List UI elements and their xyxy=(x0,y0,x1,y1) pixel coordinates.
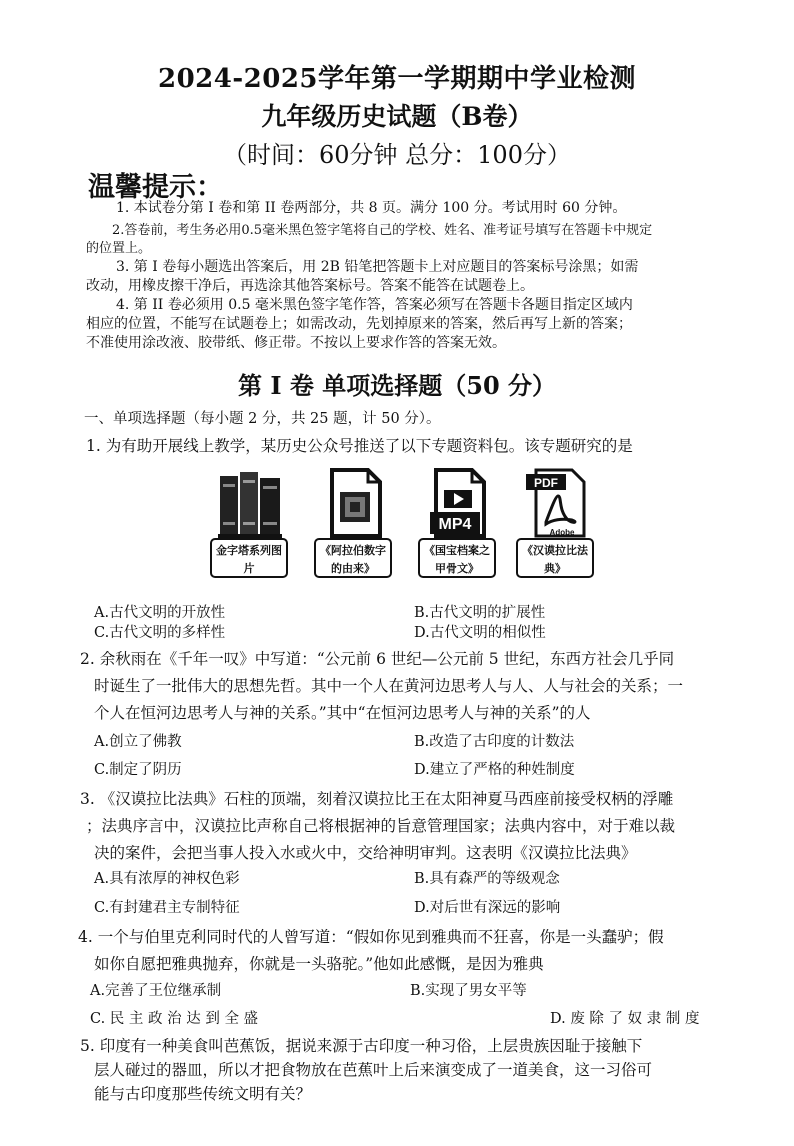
notice-line: 的位置上。 xyxy=(86,241,152,256)
resource-pack-figure xyxy=(210,466,598,582)
q3-option-a[interactable]: A.具有浓厚的神权色彩 xyxy=(94,871,240,887)
section-instruction: 一、单项选择题（每小题 2 分，共 25 题，计 50 分）。 xyxy=(84,411,441,427)
question-4-line: 如你自愿把雅典抛弃，你就是一头骆驼。”他如此感慨，是因为雅典 xyxy=(94,955,544,973)
adobe-brand: Adobe xyxy=(549,528,575,537)
pdf-badge: PDF xyxy=(534,476,558,490)
resource-item xyxy=(418,466,500,582)
q2-option-d[interactable]: D.建立了严格的种姓制度 xyxy=(414,762,575,778)
notice-line: 2.答卷前，考生务必用0.5毫米黑色签字笔将自己的学校、姓名、准考证号填写在答题卡中规定 xyxy=(112,223,653,238)
question-5-line: 层人碰过的器皿，所以才把食物放在芭蕉叶上后来演变成了一道美食，这一习俗可 xyxy=(94,1061,653,1079)
q1-option-a[interactable]: A.古代文明的开放性 xyxy=(94,605,226,621)
question-3-line: ；法典序言中，汉谟拉比声称自己将根据神的旨意管理国家；法典内容中，对于难以裁 xyxy=(86,817,676,835)
question-2-line: 2. 余秋雨在《千年一叹》中写道：“公元前 6 世纪—公元前 5 世纪，东西方社会几乎同 xyxy=(80,650,675,668)
q4-option-c[interactable]: C. 民 主 政 治 达 到 全 盛 xyxy=(90,1011,259,1027)
question-1-stem: 1. 为有助开展线上教学，某历史公众号推送了以下专题资料包。该专题研究的是 xyxy=(86,437,633,455)
question-3-line: 3. 《汉谟拉比法典》石柱的顶端，刻着汉谟拉比王在太阳神夏马西座前接受权柄的浮雕 xyxy=(80,790,674,808)
mp4-badge: MP4 xyxy=(438,516,472,533)
notice-heading: 温馨提示： xyxy=(88,172,223,203)
question-5-line: 5. 印度有一种美食叫芭蕉饭，据说来源于古印度一种习俗，上层贵族因耻于接触下 xyxy=(80,1037,643,1055)
q1-option-b[interactable]: B.古代文明的扩展性 xyxy=(414,605,546,621)
q3-option-c[interactable]: C.有封建君主专制特征 xyxy=(94,900,240,916)
mp4-file-icon xyxy=(424,466,494,540)
resource-label: 金字塔系列图片 xyxy=(210,538,288,578)
q4-option-b[interactable]: B.实现了男女平等 xyxy=(410,983,527,999)
resource-label: 《阿拉伯数字的由来》 xyxy=(314,538,392,578)
notice-line: 4. 第 II 卷必须用 0.5 毫米黑色签字笔作答，答案必须写在答题卡各题目指定区域内 xyxy=(116,297,633,313)
q2-option-a[interactable]: A.创立了佛教 xyxy=(94,734,182,750)
pdf-file-icon xyxy=(522,466,592,540)
exam-subtitle: 九年级历史试题（B卷） xyxy=(261,102,533,131)
notice-line: 相应的位置，不能写在试题卷上；如需改动，先划掉原来的答案，然后再写上新的答案； xyxy=(86,316,632,332)
resource-item xyxy=(210,466,292,582)
resource-item xyxy=(516,466,598,582)
q4-option-d[interactable]: D. 废 除 了 奴 隶 制 度 xyxy=(550,1011,700,1027)
exam-time-score: （时间：60分钟 总分：100分） xyxy=(223,141,571,169)
notice-line: 1. 本试卷分第 I 卷和第 II 卷两部分，共 8 页。满分 100 分。考试用时 60 分钟。 xyxy=(116,200,627,216)
question-2-line: 个人在恒河边思考人与神的关系。”其中“在恒河边思考人与神的关系”的人 xyxy=(94,704,591,722)
resource-label: 《汉谟拉比法典》 xyxy=(516,538,594,578)
q4-option-a[interactable]: A.完善了王位继承制 xyxy=(90,983,222,999)
resource-label: 《国宝档案之甲骨文》 xyxy=(418,538,496,578)
resource-item xyxy=(314,466,396,582)
question-4-line: 4. 一个与伯里克利同时代的人曾写道：“假如你见到雅典而不狂喜，你是一头蠢驴；假 xyxy=(78,928,664,946)
notice-line: 3. 第 I 卷每小题选出答案后，用 2B 铅笔把答题卡上对应题目的答案标号涂黑；如需 xyxy=(116,259,639,275)
exam-title: 2024-2025学年第一学期期中学业检测 xyxy=(157,64,637,94)
q3-option-b[interactable]: B.具有森严的等级观念 xyxy=(414,871,560,887)
books-icon xyxy=(216,466,286,540)
question-5-line: 能与古印度那些传统文明有关？ xyxy=(94,1085,312,1103)
notice-line: 不准使用涂改液、胶带纸、修正带。不按以上要求作答的答案无效。 xyxy=(86,335,506,351)
q1-option-c[interactable]: C.古代文明的多样性 xyxy=(94,625,226,641)
section-title: 第 I 卷 单项选择题（50 分） xyxy=(237,371,557,400)
question-2-line: 时诞生了一批伟大的思想先哲。其中一个人在黄河边思考人与人、人与社会的关系；一 xyxy=(94,677,684,695)
question-3-line: 决的案件，会把当事人投入水或火中，交给神明审判。这表明《汉谟拉比法典》 xyxy=(94,844,637,862)
q2-option-c[interactable]: C.制定了阴历 xyxy=(94,762,182,778)
notice-line: 改动，用橡皮擦干净后，再选涂其他答案标号。答案不能答在试题卷上。 xyxy=(86,278,534,294)
image-file-icon xyxy=(320,466,390,540)
q1-option-d[interactable]: D.古代文明的相似性 xyxy=(414,625,546,641)
q2-option-b[interactable]: B.改造了古印度的计数法 xyxy=(414,734,575,750)
q3-option-d[interactable]: D.对后世有深远的影响 xyxy=(414,900,561,916)
